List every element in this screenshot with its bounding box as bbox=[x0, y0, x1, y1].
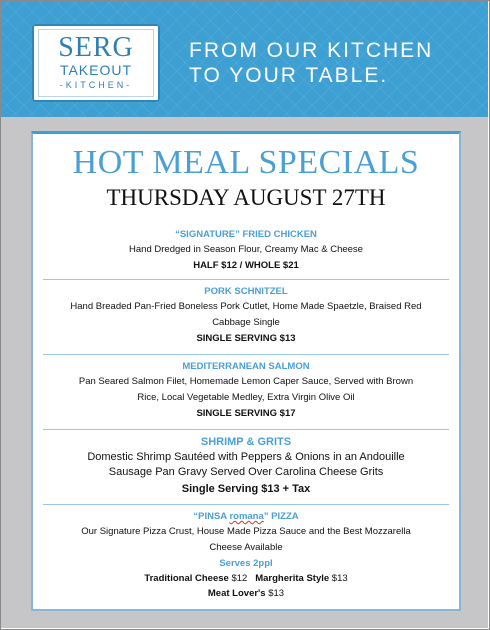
item-price: HALF $12 / WHOLE $21 bbox=[193, 260, 299, 271]
logo-kitchen: -KITCHEN- bbox=[59, 80, 133, 90]
item-description-line-2: Cabbage Single bbox=[212, 317, 280, 328]
item-name-suffix: ” PIZZA bbox=[263, 511, 299, 522]
pizza-options-row bbox=[33, 571, 459, 586]
item-description-line-2: Cheese Available bbox=[209, 542, 283, 553]
header-banner bbox=[1, 1, 488, 117]
item-name: SHRIMP & GRITS bbox=[200, 436, 292, 448]
menu-item-fried-chicken bbox=[33, 228, 459, 274]
item-name bbox=[33, 510, 459, 524]
menu-item-shrimp-grits bbox=[33, 434, 459, 498]
serves-label: Serves 2ppl bbox=[219, 558, 273, 569]
option-price: $13 bbox=[329, 573, 348, 584]
tagline-line-1: FROM OUR KITCHEN bbox=[189, 39, 434, 62]
item-description-line-1: Pan Seared Salmon Filet, Homemade Lemon Caper Sauce, Served with Brown bbox=[78, 376, 414, 387]
menu-item-mediterranean-salmon bbox=[33, 360, 459, 422]
option-name: Margherita Style bbox=[255, 573, 330, 584]
option-name: Meat Lover's bbox=[207, 588, 266, 599]
item-name-prefix: “PINSA bbox=[193, 511, 230, 522]
item-price: Single Serving $13 + Tax bbox=[181, 483, 311, 495]
option-price: $12 bbox=[228, 573, 248, 584]
menu-item-pinsa-pizza bbox=[33, 510, 459, 601]
logo-serg: SERG bbox=[58, 32, 134, 63]
section-divider bbox=[43, 354, 449, 355]
item-name: MEDITERRANEAN SALMON bbox=[182, 361, 310, 372]
section-divider bbox=[43, 504, 449, 505]
item-description-line-2: Rice, Local Vegetable Medley, Extra Virgin Olive Oil bbox=[137, 392, 355, 403]
item-description-line-1: Hand Breaded Pan-Fried Boneless Pork Cutlet, Home Made Spaetzle, Braised Red bbox=[70, 301, 422, 312]
logo-takeout: TAKEOUT bbox=[59, 62, 133, 78]
item-description-line-1: Domestic Shrimp Sautéed with Peppers & Onions in an Andouille bbox=[87, 451, 405, 463]
option-name: Traditional Cheese bbox=[144, 573, 229, 584]
serg-logo bbox=[32, 24, 160, 102]
item-name: PORK SCHNITZEL bbox=[204, 286, 288, 297]
menu-title: HOT MEAL SPECIALS bbox=[72, 144, 420, 181]
section-divider bbox=[43, 429, 449, 430]
item-name-word: romana bbox=[229, 511, 264, 522]
tagline bbox=[189, 38, 479, 88]
tagline-line-2: TO YOUR TABLE. bbox=[189, 64, 389, 87]
menu-date: THURSDAY AUGUST 27TH bbox=[106, 185, 386, 210]
pizza-options-row bbox=[33, 586, 459, 601]
option-price: $13 bbox=[265, 588, 285, 599]
item-name: “SIGNATURE” FRIED CHICKEN bbox=[175, 229, 317, 240]
section-divider bbox=[43, 279, 449, 280]
item-description: Hand Dredged in Season Flour, Creamy Mac & Cheese bbox=[129, 244, 363, 255]
item-price: SINGLE SERVING $13 bbox=[196, 333, 296, 344]
item-price: SINGLE SERVING $17 bbox=[196, 408, 296, 419]
logo-border bbox=[38, 29, 154, 97]
item-description-line-2: Sausage Pan Gravy Served Over Carolina Cheese Grits bbox=[108, 466, 384, 478]
item-description-line-1: Our Signature Pizza Crust, House Made Pizza Sauce and the Best Mozzarella bbox=[81, 526, 411, 537]
menu-item-pork-schnitzel bbox=[33, 285, 459, 347]
menu-card bbox=[31, 131, 461, 611]
